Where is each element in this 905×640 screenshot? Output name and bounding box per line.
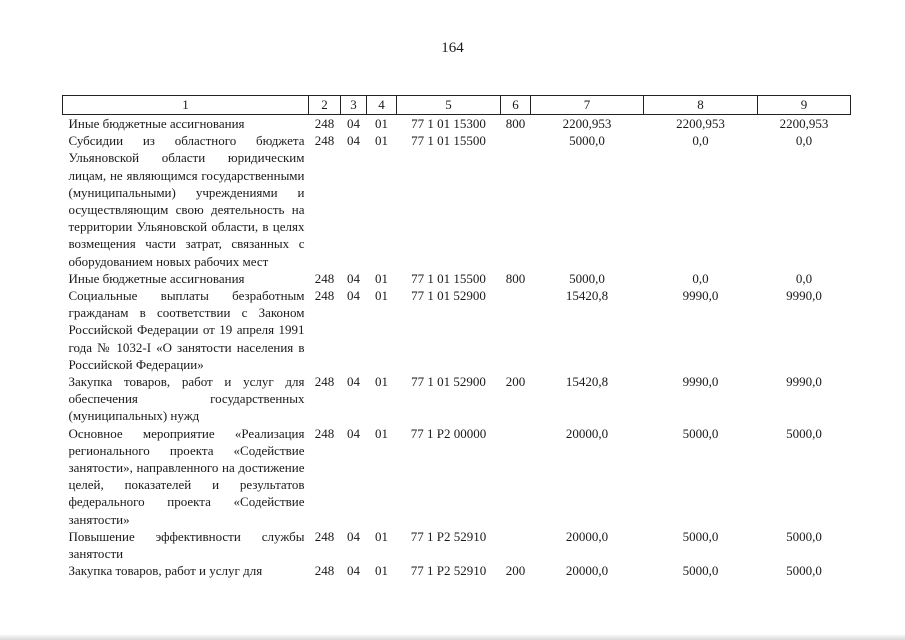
row-amount-2: 9990,0 [682,374,719,390]
header-col-2: 2 [309,96,341,115]
row-ministry-code: 248 [314,563,335,579]
header-col-5: 5 [397,96,501,115]
row-amount-3: 0,0 [795,133,813,149]
header-col-7: 7 [531,96,644,115]
row-subsection-code: 01 [375,288,388,304]
row-target-article: 77 1 01 15500 [411,133,486,149]
row-target-article: 77 1 01 52900 [411,288,486,304]
row-target-article: 77 1 01 15300 [411,116,486,131]
row-ministry-code: 248 [314,116,335,131]
table-row [63,270,851,287]
table-row [63,425,851,528]
row-target-article: 77 1 P2 52910 [410,563,487,579]
row-subsection-code: 01 [375,133,388,149]
row-ministry-code: 248 [314,425,335,441]
row-amount-1: 5000,0 [569,133,605,149]
row-section-code: 04 [347,425,360,441]
header-col-6: 6 [501,96,531,115]
row-ministry-code: 248 [314,528,335,544]
row-target-article: 77 1 01 52900 [411,374,486,390]
header-col-4: 4 [367,96,397,115]
row-target-article: 77 1 P2 00000 [410,425,487,441]
row-expense-type: 200 [505,374,526,390]
row-name: Социальные выплаты безработным гражданам в соответствии с Законом Российской Федерации от 19 апреля 1991 года № 1032-I «О занятости населения в Российской Федерации» [68,288,305,372]
row-amount-1: 20000,0 [565,528,609,544]
row-amount-3: 9990,0 [786,288,822,304]
table-row [63,562,851,579]
row-amount-1: 15420,8 [565,374,609,390]
row-name: Закупка товаров, работ и услуг для обеспечения государственных (муниципальных) нужд [68,374,305,424]
row-section-code: 04 [347,270,360,286]
row-expense-type: 200 [505,563,526,579]
row-amount-3: 9990,0 [786,374,822,390]
header-col-9: 9 [758,96,851,115]
row-amount-2: 5000,0 [682,425,719,441]
budget-table [62,95,851,579]
row-subsection-code: 01 [375,270,388,286]
row-target-article: 77 1 01 15500 [411,270,486,286]
header-col-8: 8 [644,96,758,115]
row-section-code: 04 [347,374,360,390]
header-col-3: 3 [341,96,367,115]
row-subsection-code: 01 [375,374,388,390]
row-name: Иные бюджетные ассигнования [68,116,245,131]
row-expense-type [501,425,531,528]
row-subsection-code: 01 [375,425,388,441]
page-number: 164 [441,40,464,56]
row-amount-2: 5000,0 [682,563,719,579]
row-amount-1: 20000,0 [565,425,609,441]
scan-edge [0,634,905,640]
table-row [63,115,851,133]
row-amount-3: 5000,0 [786,425,822,441]
row-section-code: 04 [347,563,360,579]
row-section-code: 04 [347,288,360,304]
header-col-1: 1 [63,96,309,115]
row-name: Основное мероприятие «Реализация регионального проекта «Содействие занятости», направленного на достижение целей, показателей и результатов федерального проекта «Содействие занятости» [68,425,305,527]
row-ministry-code: 248 [314,288,335,304]
table-row [63,287,851,373]
row-expense-type [501,132,531,270]
row-amount-2: 5000,0 [682,528,719,544]
row-amount-1: 5000,0 [569,270,605,286]
row-expense-type [501,287,531,373]
row-subsection-code: 01 [375,116,388,131]
row-amount-3: 5000,0 [786,528,822,544]
row-name: Субсидии из областного бюджета Ульяновской области юридическим лицам, не являющимся государственными (муниципальными) учреждениями и осуществляющим свою деятельность на территории Ульяновской области, в целях возмещения части затрат, связанных с оборудованием новых рабочих мест [68,133,305,269]
row-expense-type: 800 [505,116,526,131]
row-amount-1: 15420,8 [565,288,609,304]
table-row [63,132,851,270]
table-header-row [63,96,851,115]
row-name: Повышение эффективности службы занятости [68,528,305,562]
row-name: Закупка товаров, работ и услуг для [68,563,263,579]
row-subsection-code: 01 [375,563,388,579]
row-amount-1: 20000,0 [565,563,609,579]
row-amount-2: 0,0 [692,133,709,149]
row-amount-2: 2200,953 [676,116,725,131]
row-name: Иные бюджетные ассигнования [68,270,245,286]
row-expense-type: 800 [505,270,526,286]
row-amount-2: 0,0 [692,270,709,286]
row-section-code: 04 [347,133,360,149]
row-ministry-code: 248 [314,374,335,390]
row-section-code: 04 [347,116,360,131]
row-amount-3: 5000,0 [786,563,822,579]
row-subsection-code: 01 [375,528,388,544]
row-expense-type [501,528,531,562]
row-ministry-code: 248 [314,270,335,286]
table-row [63,373,851,425]
row-amount-2: 9990,0 [682,288,719,304]
table-row [63,528,851,562]
row-amount-3: 2200,953 [779,116,829,131]
row-amount-1: 2200,953 [562,116,612,131]
row-section-code: 04 [347,528,360,544]
row-amount-3: 0,0 [795,270,813,286]
row-target-article: 77 1 P2 52910 [410,528,487,544]
row-ministry-code: 248 [314,133,335,149]
